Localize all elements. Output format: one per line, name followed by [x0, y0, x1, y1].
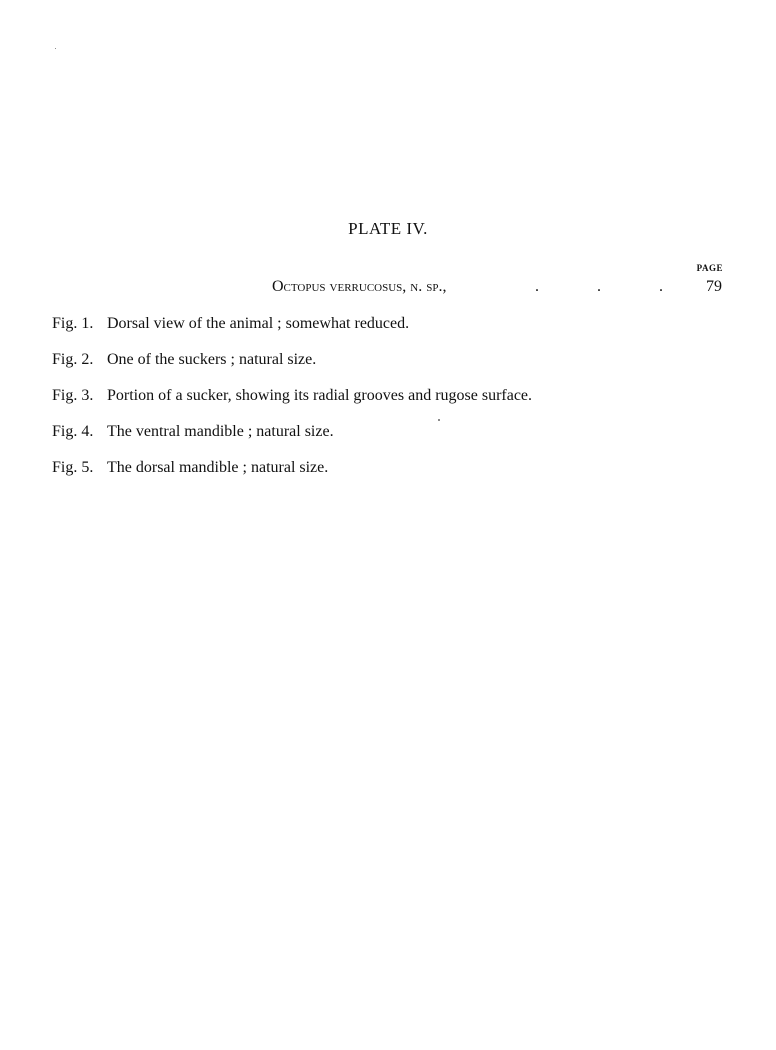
figure-label: Fig. 1.	[52, 315, 94, 332]
figure-list	[52, 315, 532, 495]
figure-label: Fig. 2.	[52, 351, 94, 368]
leader-dot: .	[659, 278, 663, 295]
figure-caption: Dorsal view of the animal ; somewhat reduced.	[107, 315, 410, 332]
figure-caption: Portion of a sucker, showing its radial grooves and rugose surface.	[107, 387, 533, 404]
species-name: Octopus verrucosus, n. sp.,	[272, 278, 447, 295]
figure-item	[52, 315, 532, 339]
figure-item	[52, 459, 532, 483]
figure-caption: The ventral mandible ; natural size.	[107, 423, 334, 440]
figure-item	[52, 387, 532, 411]
figure-caption: One of the suckers ; natural size.	[107, 351, 317, 368]
leader-dot: .	[597, 278, 601, 295]
paper-speck	[55, 48, 56, 49]
figure-label: Fig. 4.	[52, 423, 94, 440]
figure-item	[52, 423, 532, 447]
figure-item	[52, 351, 532, 375]
species-page-number: 79	[706, 278, 722, 295]
figure-caption: The dorsal mandible ; natural size.	[107, 459, 329, 476]
figure-label: Fig. 3.	[52, 387, 94, 404]
page-column-label: PAGE	[696, 263, 723, 273]
plate-title: PLATE IV.	[348, 219, 428, 238]
leader-dot: .	[535, 278, 539, 295]
species-entry	[0, 278, 776, 300]
paper-speck	[438, 419, 440, 421]
figure-label: Fig. 5.	[52, 459, 94, 476]
